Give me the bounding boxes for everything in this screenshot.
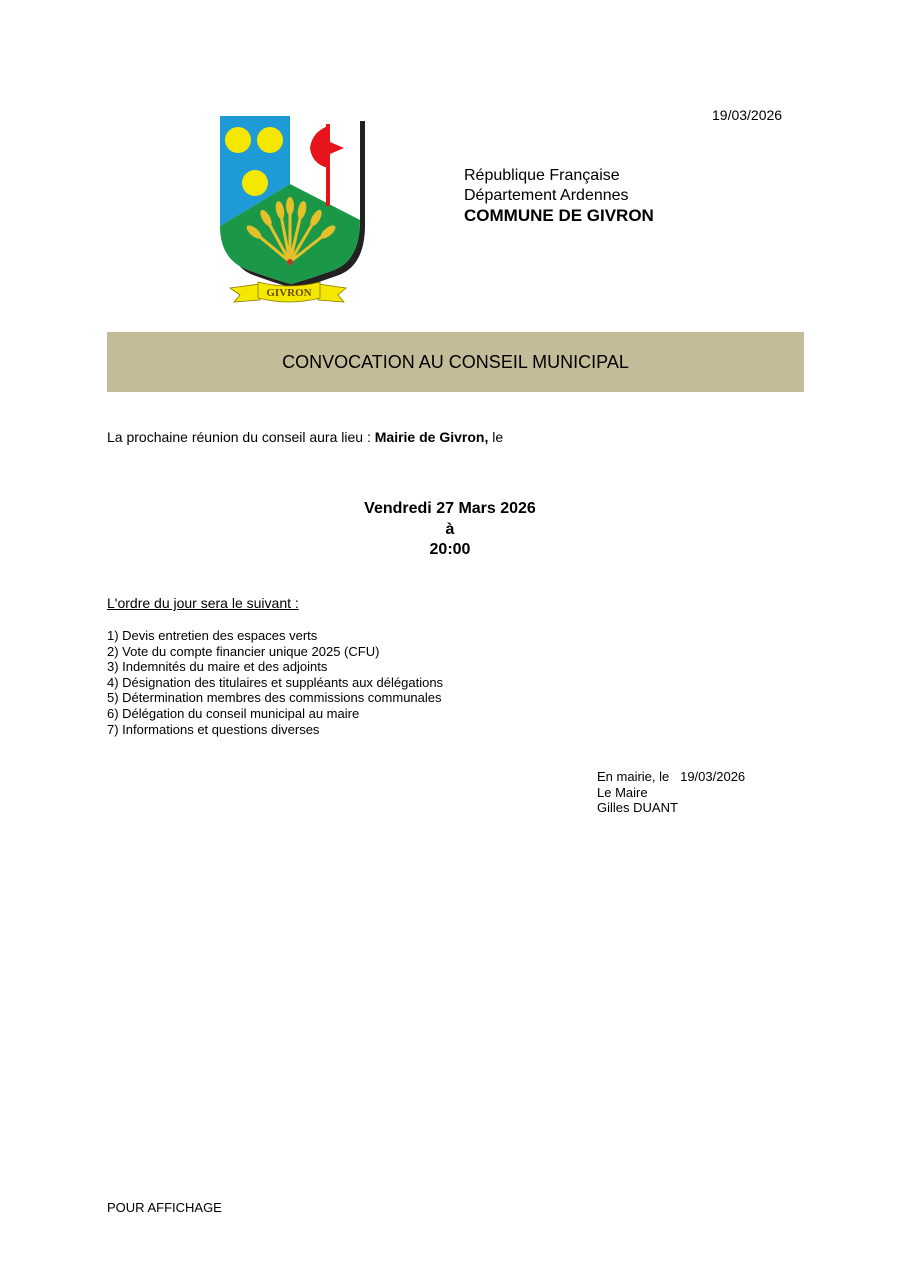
coat-of-arms-logo xyxy=(218,114,368,304)
header-block xyxy=(464,166,654,226)
meeting-place: Mairie de Givron, xyxy=(374,429,489,445)
commune-name: COMMUNE DE GIVRON xyxy=(464,206,654,225)
agenda-heading: L'ordre du jour sera le suivant : xyxy=(107,595,299,611)
footer-note: POUR AFFICHAGE xyxy=(107,1200,222,1215)
agenda-item: 7) Informations et questions diverses xyxy=(107,721,320,737)
agenda-item: 6) Délégation du conseil municipal au maire xyxy=(107,705,360,721)
meeting-time: 20:00 xyxy=(429,541,471,558)
intro-paragraph xyxy=(107,429,503,445)
meeting-datetime xyxy=(0,499,900,561)
signature-block xyxy=(597,769,745,816)
signature-title: Le Maire xyxy=(597,784,648,800)
agenda-item: 2) Vote du compte financier unique 2025 (CFU) xyxy=(107,643,380,659)
agenda-item: 3) Indemnités du maire et des adjoints xyxy=(107,659,328,675)
agenda-item: 5) Détermination membres des commissions communales xyxy=(107,690,442,706)
meeting-a: à xyxy=(445,520,455,538)
signature-place-date: En mairie, le 19/03/2026 xyxy=(597,769,746,784)
svg-text:GIVRON: GIVRON xyxy=(266,287,312,299)
banner-title: CONVOCATION AU CONSEIL MUNICIPAL xyxy=(282,351,629,372)
intro-prefix: La prochaine réunion du conseil aura lieu : xyxy=(107,429,371,445)
document-date: 19/03/2026 xyxy=(712,107,783,123)
signature-name: Gilles DUANT xyxy=(597,800,678,816)
agenda-list xyxy=(107,628,443,737)
department-line: Département Ardennes xyxy=(464,187,629,204)
intro-suffix: le xyxy=(492,429,504,445)
republic-line: République Française xyxy=(464,167,620,184)
agenda-item: 1) Devis entretien des espaces verts xyxy=(107,628,318,643)
meeting-date: Vendredi 27 Mars 2026 xyxy=(364,500,536,517)
agenda-item: 4) Désignation des titulaires et suppléants aux délégations xyxy=(107,674,444,690)
title-banner xyxy=(107,332,804,392)
